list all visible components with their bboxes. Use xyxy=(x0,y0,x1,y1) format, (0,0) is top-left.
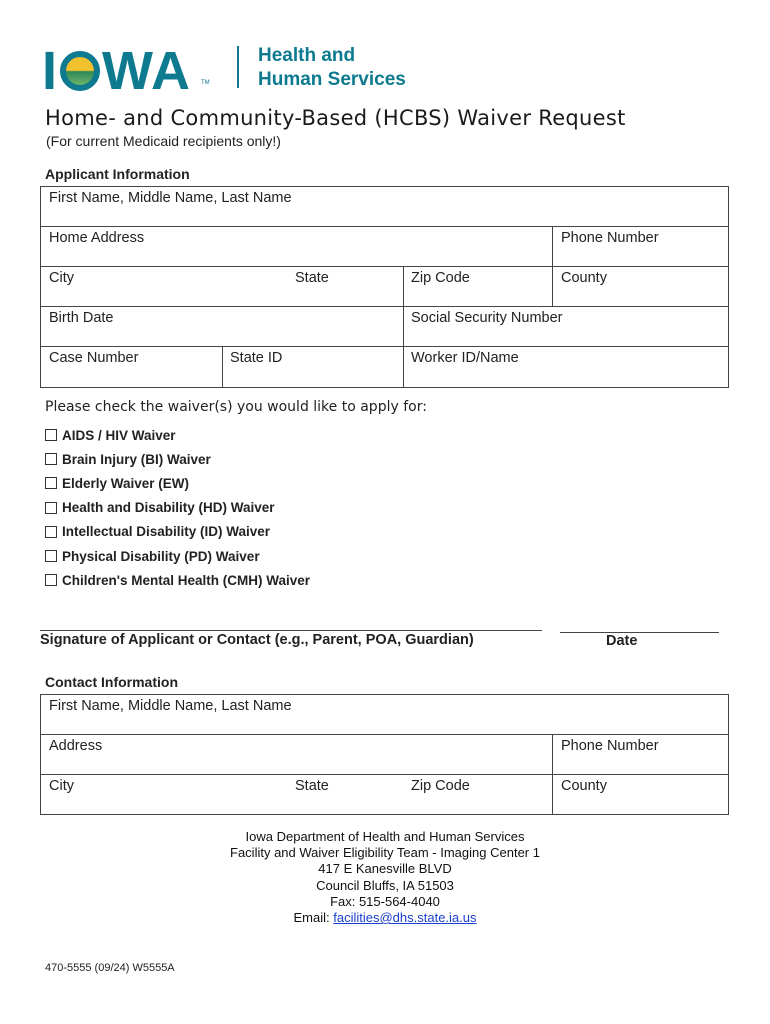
date-line[interactable] xyxy=(560,632,719,633)
waiver-label: Elderly Waiver (EW) xyxy=(62,475,190,491)
applicant-heading: Applicant Information xyxy=(45,166,190,182)
applicant-ssn-field[interactable] xyxy=(403,307,728,346)
applicant-county-field[interactable] xyxy=(552,267,728,306)
applicant-phone-field[interactable] xyxy=(552,227,728,266)
iowa-logo xyxy=(42,41,192,101)
applicant-county-label: County xyxy=(561,270,607,286)
applicant-worker-label: Worker ID/Name xyxy=(411,350,519,366)
mailing-address xyxy=(0,829,770,926)
contact-county-field[interactable] xyxy=(552,775,728,814)
applicant-state-field[interactable] xyxy=(287,267,403,306)
applicant-birth-row xyxy=(41,307,728,347)
logo-letters-wa: WA xyxy=(102,41,192,101)
applicant-city-row xyxy=(41,267,728,307)
applicant-birthdate-label: Birth Date xyxy=(49,310,114,326)
footer-fax: Fax: 515-564-4040 xyxy=(330,893,440,909)
logo-letter-i: I xyxy=(42,41,59,101)
contact-state-zip-field[interactable] xyxy=(287,775,552,814)
applicant-case-number-field[interactable] xyxy=(41,347,222,387)
checkbox-icon[interactable] xyxy=(45,550,57,562)
footer-line2: Facility and Waiver Eligibility Team - Imaging Center 1 xyxy=(230,845,540,861)
waiver-label: Brain Injury (BI) Waiver xyxy=(62,451,211,467)
applicant-table xyxy=(40,186,729,388)
contact-phone-label: Phone Number xyxy=(561,738,659,754)
org-name-line1: Health and xyxy=(258,45,356,66)
contact-address-field[interactable] xyxy=(41,735,552,774)
contact-heading: Contact Information xyxy=(45,674,178,690)
waiver-option-physical-disability[interactable] xyxy=(45,544,310,568)
footer-line4: Council Bluffs, IA 51503 xyxy=(316,877,454,893)
applicant-address-label: Home Address xyxy=(49,230,145,246)
contact-city-field[interactable] xyxy=(41,775,287,814)
waiver-option-aids-hiv[interactable] xyxy=(45,423,310,447)
contact-zip-label: Zip Code xyxy=(411,778,470,794)
contact-state-label: State xyxy=(295,778,329,794)
contact-table xyxy=(40,694,729,815)
applicant-zip-field[interactable] xyxy=(403,267,553,306)
applicant-city-label: City xyxy=(49,270,74,286)
logo-sun-icon xyxy=(60,51,100,91)
applicant-address-field[interactable] xyxy=(41,227,552,266)
waiver-list xyxy=(45,423,310,592)
contact-name-label: First Name, Middle Name, Last Name xyxy=(49,698,292,714)
logo-divider xyxy=(237,46,239,88)
contact-phone-field[interactable] xyxy=(552,735,728,774)
applicant-case-number-label: Case Number xyxy=(49,350,139,366)
checkbox-icon[interactable] xyxy=(45,526,57,538)
checkbox-icon[interactable] xyxy=(45,502,57,514)
org-name xyxy=(258,44,406,92)
waiver-label: Intellectual Disability (ID) Waiver xyxy=(62,524,271,540)
waiver-label: Children's Mental Health (CMH) Waiver xyxy=(62,572,310,588)
email-link[interactable]: facilities@dhs.state.ia.us xyxy=(333,910,477,926)
checkbox-icon[interactable] xyxy=(45,453,57,465)
signature-line[interactable] xyxy=(40,630,542,631)
applicant-case-row xyxy=(41,347,728,387)
waiver-option-childrens-mental-health[interactable] xyxy=(45,568,310,592)
waiver-label: Health and Disability (HD) Waiver xyxy=(62,500,275,516)
applicant-worker-field[interactable] xyxy=(403,347,728,387)
org-name-line2: Human Services xyxy=(258,69,406,90)
signature-label: Signature of Applicant or Contact (e.g., Parent, POA, Guardian) xyxy=(40,632,474,648)
contact-name-row[interactable] xyxy=(41,695,728,735)
checkbox-icon[interactable] xyxy=(45,477,57,489)
contact-city-row xyxy=(41,775,728,814)
footer-email-row xyxy=(0,910,770,926)
form-number: 470-5555 (09/24) W5555A xyxy=(45,962,175,974)
waiver-option-intellectual-disability[interactable] xyxy=(45,520,310,544)
applicant-birthdate-field[interactable] xyxy=(41,307,403,346)
waiver-option-health-disability[interactable] xyxy=(45,496,310,520)
applicant-name-label: First Name, Middle Name, Last Name xyxy=(49,190,292,206)
contact-address-label: Address xyxy=(49,738,103,754)
waiver-option-elderly[interactable] xyxy=(45,471,310,495)
applicant-address-row xyxy=(41,227,728,267)
applicant-state-label: State xyxy=(295,270,329,286)
page-title: Home- and Community-Based (HCBS) Waiver Request xyxy=(45,106,626,130)
applicant-ssn-label: Social Security Number xyxy=(411,310,563,326)
applicant-name-row[interactable] xyxy=(41,187,728,227)
applicant-state-id-field[interactable] xyxy=(222,347,404,387)
date-label: Date xyxy=(606,633,638,649)
footer-line3: 417 E Kanesville BLVD xyxy=(318,861,452,877)
waiver-option-brain-injury[interactable] xyxy=(45,447,310,471)
contact-address-row xyxy=(41,735,728,775)
contact-city-label: City xyxy=(49,778,74,794)
waiver-label: AIDS / HIV Waiver xyxy=(62,427,176,443)
footer-email-label: Email: xyxy=(293,910,334,926)
applicant-zip-label: Zip Code xyxy=(411,270,470,286)
contact-county-label: County xyxy=(561,778,607,794)
footer-line1: Iowa Department of Health and Human Services xyxy=(245,829,525,844)
waiver-label: Physical Disability (PD) Waiver xyxy=(62,548,260,564)
checkbox-icon[interactable] xyxy=(45,574,57,586)
applicant-city-field[interactable] xyxy=(41,267,287,306)
logo-trademark: TM xyxy=(201,80,210,86)
applicant-phone-label: Phone Number xyxy=(561,230,659,246)
waiver-prompt: Please check the waiver(s) you would like to apply for: xyxy=(45,399,427,415)
applicant-state-id-label: State ID xyxy=(230,350,283,366)
page-subtitle: (For current Medicaid recipients only!) xyxy=(46,133,281,149)
checkbox-icon[interactable] xyxy=(45,429,57,441)
